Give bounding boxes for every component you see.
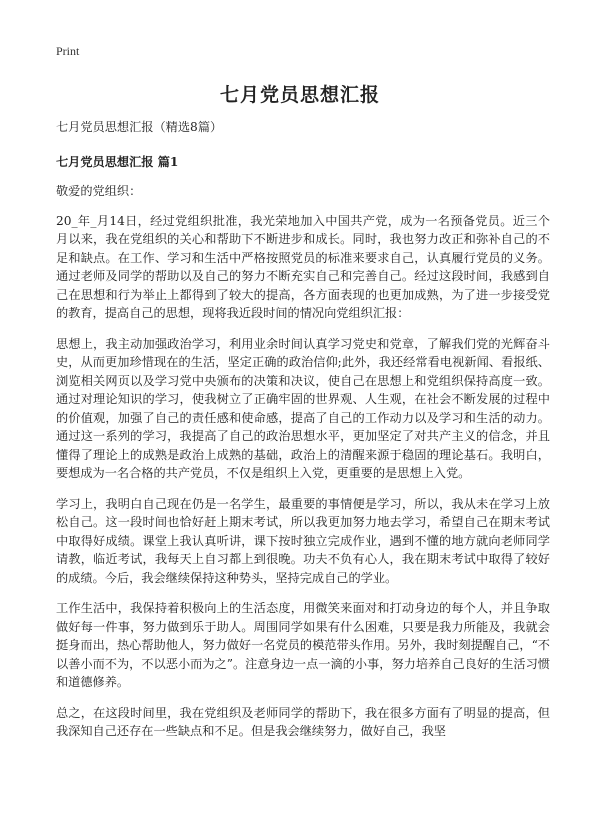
salutation: 敬爱的党组织： bbox=[56, 184, 142, 198]
paragraph-4: 工作生活中，我保持着积极向上的生活态度，用微笑来面对和打动身边的每个人，并且争取做好每一件事，努力做到乐于助人。周围同学如果有什么困难，只要是我力所能及，我就会挺身而出，热心帮助他人，努力做好一名党员的模范带头作用。另外，我时刻提醒自己，“不以善小而不为，不以恶小而为之”。注意身边一点一滴的小事，努力培养自己良好的生活习惯和道德修养。 bbox=[56, 601, 550, 689]
paragraph-5: 总之，在这段时间里，我在党组织及老师同学的帮助下，我在很多方面有了明显的提高，但我深知自己还存在一些缺点和不足。但是我会继续努力，做好自己，我坚 bbox=[56, 705, 550, 738]
print-link[interactable]: Print bbox=[56, 44, 80, 58]
document-title: 七月党员思想汇报 bbox=[219, 84, 380, 106]
paragraph-3: 学习上，我明白自己现在仍是一名学生，最重要的事情便是学习，所以，我从未在学习上放松自己。这一段时间也恰好赶上期末考试，所以我更加努力地去学习，希望自己在期末考试中取得好成绩。课堂上我认真听讲，课下按时独立完成作业，遇到不懂的地方就向老师同学请教，临近考试，我每天上自习都上到很晚。功夫不负有心人，我在期末考试中取得了较好的成绩。今后，我会继续保持这种势头，坚持完成自己的学业。 bbox=[56, 496, 550, 585]
section-title: 七月党员思想汇报 篇1 bbox=[56, 154, 179, 169]
paragraph-1: 20_年_月14日，经过党组织批准，我光荣地加入中国共产党，成为一名预备党员。近三个月以来，我在党组织的关心和帮助下不断进步和成长。同时，我也努力改正和弥补自己的不足和缺点。在工作、学习和生活中严格按照党员的标准来要求自己，认真履行党员的义务。通过老师及同学的帮助以及自己的努力不断充实自己和完善自己。经过这段时间，我感到自己在思想和行为举止上都得到了较大的提高，各方面表现的也更加成熟，为了进一步接受党的教育，提高自己的思想，现将我近段时间的情况向党组织汇报： bbox=[56, 213, 550, 320]
paragraph-2: 思想上，我主动加强政治学习，利用业余时间认真学习党史和党章，了解我们党的光辉奋斗史，从而更加珍惜现在的生活，坚定正确的政治信仰;此外，我还经常看电视新闻、看报纸、浏览相关网页以及学习党中央颁布的决策和决议，使自己在思想上和党组织保持高度一致。通过对理论知识的学习，使我树立了正确牢固的世界观、人生观，在社会不断发展的过程中的价值观，加强了自己的责任感和使命感，提高了自己的工作动力以及学习和生活的动力。通过这一系列的学习，我提高了自己的政治思想水平，更加坚定了对共产主义的信念，并且懂得了理论上的成熟是政治上成熟的基础，政治上的清醒来源于稳固的理论基石。我明白，要想成为一名合格的共产党员，不仅是组织上入党，更重要的是思想上入党。 bbox=[56, 336, 550, 480]
document-subtitle: 七月党员思想汇报（精选8篇） bbox=[56, 120, 223, 134]
document-body bbox=[56, 118, 550, 753]
